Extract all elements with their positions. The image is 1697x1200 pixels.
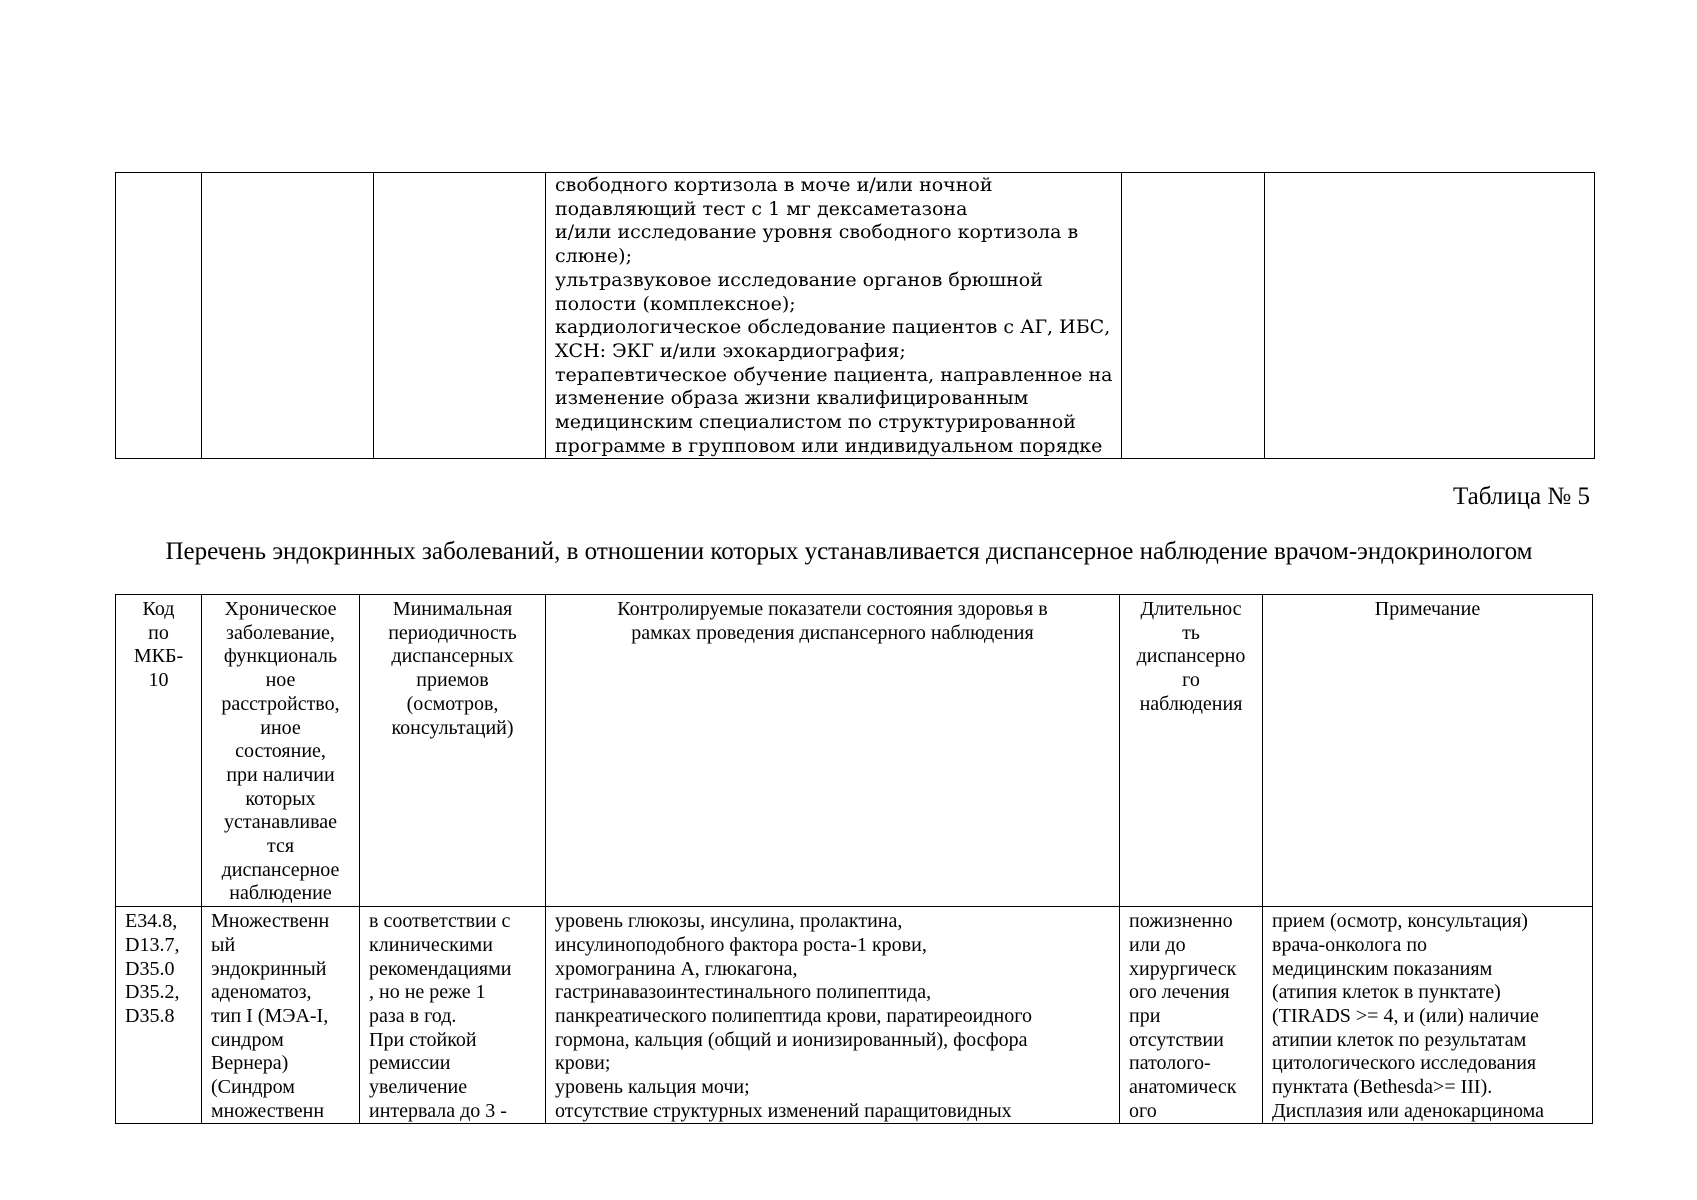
endocrine-diseases-table <box>115 594 1593 1124</box>
cell-line: медицинским специалистом по структурированной <box>555 411 1076 434</box>
periodicity-cell <box>374 173 546 459</box>
cell-line: изменение образа жизни квалифицированным <box>555 387 1029 410</box>
cell-line: 10 <box>148 669 169 692</box>
header-code <box>116 595 202 907</box>
cell-line: тип I (МЭА-I, <box>211 1004 329 1027</box>
cell-line: эндокринный <box>211 957 327 980</box>
cell-line: крови; <box>555 1052 611 1075</box>
cell-line: Контролируемые показатели состояния здоровья в <box>617 598 1048 620</box>
cell-line: клиническими <box>369 933 493 956</box>
cell-line: множественн <box>211 1099 325 1122</box>
cell-line: интервала до 3 - <box>369 1099 507 1122</box>
cell-line: рамках проведения диспансерного наблюдения <box>631 621 1034 644</box>
cell-line: заболевание, <box>226 621 335 644</box>
cell-line: го <box>1182 669 1200 692</box>
cell-line: МКБ- <box>133 645 184 668</box>
cell-line: состояние, <box>235 740 326 763</box>
cell-line: отсутствии <box>1129 1028 1224 1051</box>
header-periodicity <box>360 595 546 907</box>
cell-line: устанавливае <box>223 811 338 834</box>
cell-line: ное <box>265 669 296 692</box>
cell-line: пунктата (Bethesda>= III). <box>1272 1076 1493 1099</box>
cell-line: уровень кальция мочи; <box>555 1076 750 1099</box>
cell-line: ХСН: ЭКГ и/или эхокардиография; <box>555 339 906 362</box>
cell-line: Хроническое <box>224 598 337 620</box>
duration-cell <box>1122 173 1265 459</box>
cell-line: свободного кортизола в моче и/или ночной <box>555 174 993 196</box>
table-heading: Перечень эндокринных заболеваний, в отношении которых устанавливается диспансерное наблюдение врачом-эндокринологом <box>165 538 1533 565</box>
cell-line: ого лечения <box>1129 981 1230 1004</box>
table-row <box>116 173 1595 459</box>
header-disease <box>202 595 360 907</box>
cell-line: , но не реже 1 <box>369 981 486 1004</box>
periodicity-cell <box>360 907 546 1124</box>
cell-line: по <box>148 621 169 644</box>
cell-line: диспансерно <box>1136 645 1246 668</box>
cell-line: консультаций) <box>391 716 514 739</box>
cell-line: рекомендациями <box>369 957 512 980</box>
cell-line: уровень глюкозы, инсулина, пролактина, <box>555 910 903 933</box>
cell-line: расстройство, <box>221 692 340 715</box>
cell-line: наблюдение <box>229 882 332 905</box>
cell-line: приемов <box>416 669 489 692</box>
indicators-cell <box>546 173 1122 459</box>
disease-cell <box>202 173 374 459</box>
cell-line: E34.8, <box>125 910 178 933</box>
cell-line: в соответствии с <box>369 910 511 933</box>
cell-line: гастринавазоинтестинального полипептида, <box>555 981 932 1004</box>
cell-line: увеличение <box>369 1076 468 1099</box>
duration-cell <box>1120 907 1263 1124</box>
cell-line: ого <box>1129 1099 1157 1122</box>
cell-line: отсутствие структурных изменений паращитовидных <box>555 1099 1012 1122</box>
cell-line: периодичность <box>388 621 517 644</box>
table-header-row <box>116 595 1593 907</box>
cell-line: и/или исследование уровня свободного кортизола в <box>555 221 1079 244</box>
cell-line: подавляющий тест с 1 мг дексаметазона <box>555 197 968 220</box>
header-duration <box>1120 595 1263 907</box>
cell-line: иное <box>260 716 301 739</box>
cell-line: (осмотров, <box>406 692 499 715</box>
cell-line: синдром <box>211 1028 284 1051</box>
cell-line: D35.2, <box>125 981 180 1004</box>
cell-line: (Синдром <box>211 1076 295 1099</box>
table-caption: Таблица № 5 <box>1452 483 1590 510</box>
cell-line: D35.8 <box>125 1004 175 1027</box>
cell-line: (TIRADS >= 4, и (или) наличие <box>1272 1004 1539 1027</box>
cell-line: Код <box>142 598 175 620</box>
cell-line: хромогранина А, глюкагона, <box>555 957 798 980</box>
cell-line: гормона, кальция (общий и ионизированный), фосфора <box>555 1028 1028 1051</box>
cell-line: программе в групповом или индивидуальном порядке <box>555 434 1103 457</box>
cell-line: хирургическ <box>1129 957 1237 980</box>
cell-line: раза в год. <box>369 1004 457 1027</box>
cell-line: панкреатического полипептида крови, паратиреоидного <box>555 1004 1032 1027</box>
cell-line: Дисплазия или аденокарцинома <box>1272 1099 1545 1122</box>
cell-line: терапевтическое обучение пациента, направленное на <box>555 363 1113 386</box>
cell-line: анатомическ <box>1129 1076 1237 1099</box>
continued-table <box>115 172 1595 459</box>
note-cell <box>1263 907 1593 1124</box>
cell-line: При стойкой <box>369 1028 477 1051</box>
cell-line: функциональ <box>223 645 338 668</box>
cell-line: Длительнос <box>1140 598 1242 620</box>
cell-line: врача-онколога по <box>1272 933 1428 956</box>
cell-line: пожизненно <box>1129 910 1233 933</box>
cell-line: цитологического исследования <box>1272 1052 1537 1075</box>
indicators-cell <box>546 907 1120 1124</box>
cell-line: аденоматоз, <box>211 981 312 1004</box>
code-cell <box>116 173 202 459</box>
cell-line: полости (комплексное); <box>555 292 796 315</box>
cell-line: ть <box>1182 621 1200 644</box>
cell-line: кардиологическое обследование пациентов с АГ, ИБС, <box>555 316 1111 339</box>
cell-line: Множественн <box>211 910 330 933</box>
cell-line: ультразвуковое исследование органов брюшной <box>555 268 1043 291</box>
cell-line: атипии клеток по результатам <box>1272 1028 1527 1051</box>
note-cell <box>1265 173 1595 459</box>
cell-line: диспансерное <box>221 858 340 881</box>
cell-line: прием (осмотр, консультация) <box>1272 910 1528 933</box>
cell-line: тся <box>266 835 295 858</box>
cell-line: Примечание <box>1374 598 1481 620</box>
cell-line: инсулиноподобного фактора роста-1 крови, <box>555 933 927 956</box>
header-note <box>1263 595 1593 907</box>
cell-line: или до <box>1129 933 1186 956</box>
cell-line: медицинским показаниям <box>1272 957 1493 980</box>
disease-cell <box>202 907 360 1124</box>
cell-line: патолого- <box>1129 1052 1211 1075</box>
cell-line: D35.0 <box>125 957 175 980</box>
cell-line: ремиссии <box>369 1052 451 1075</box>
cell-line: (атипия клеток в пунктате) <box>1272 981 1501 1004</box>
cell-line: D13.7, <box>125 933 180 956</box>
cell-line: Минимальная <box>392 598 513 620</box>
header-indicators <box>546 595 1120 907</box>
cell-line: ый <box>211 933 236 956</box>
cell-line: слюне); <box>555 245 632 268</box>
cell-line: при <box>1129 1004 1161 1027</box>
table-row <box>116 907 1593 1124</box>
cell-line: которых <box>245 787 316 810</box>
cell-line: Вернера) <box>211 1052 289 1075</box>
cell-line: наблюдения <box>1139 692 1243 715</box>
cell-line: диспансерных <box>391 645 514 668</box>
cell-line: при наличии <box>226 763 335 786</box>
code-cell <box>116 907 202 1124</box>
